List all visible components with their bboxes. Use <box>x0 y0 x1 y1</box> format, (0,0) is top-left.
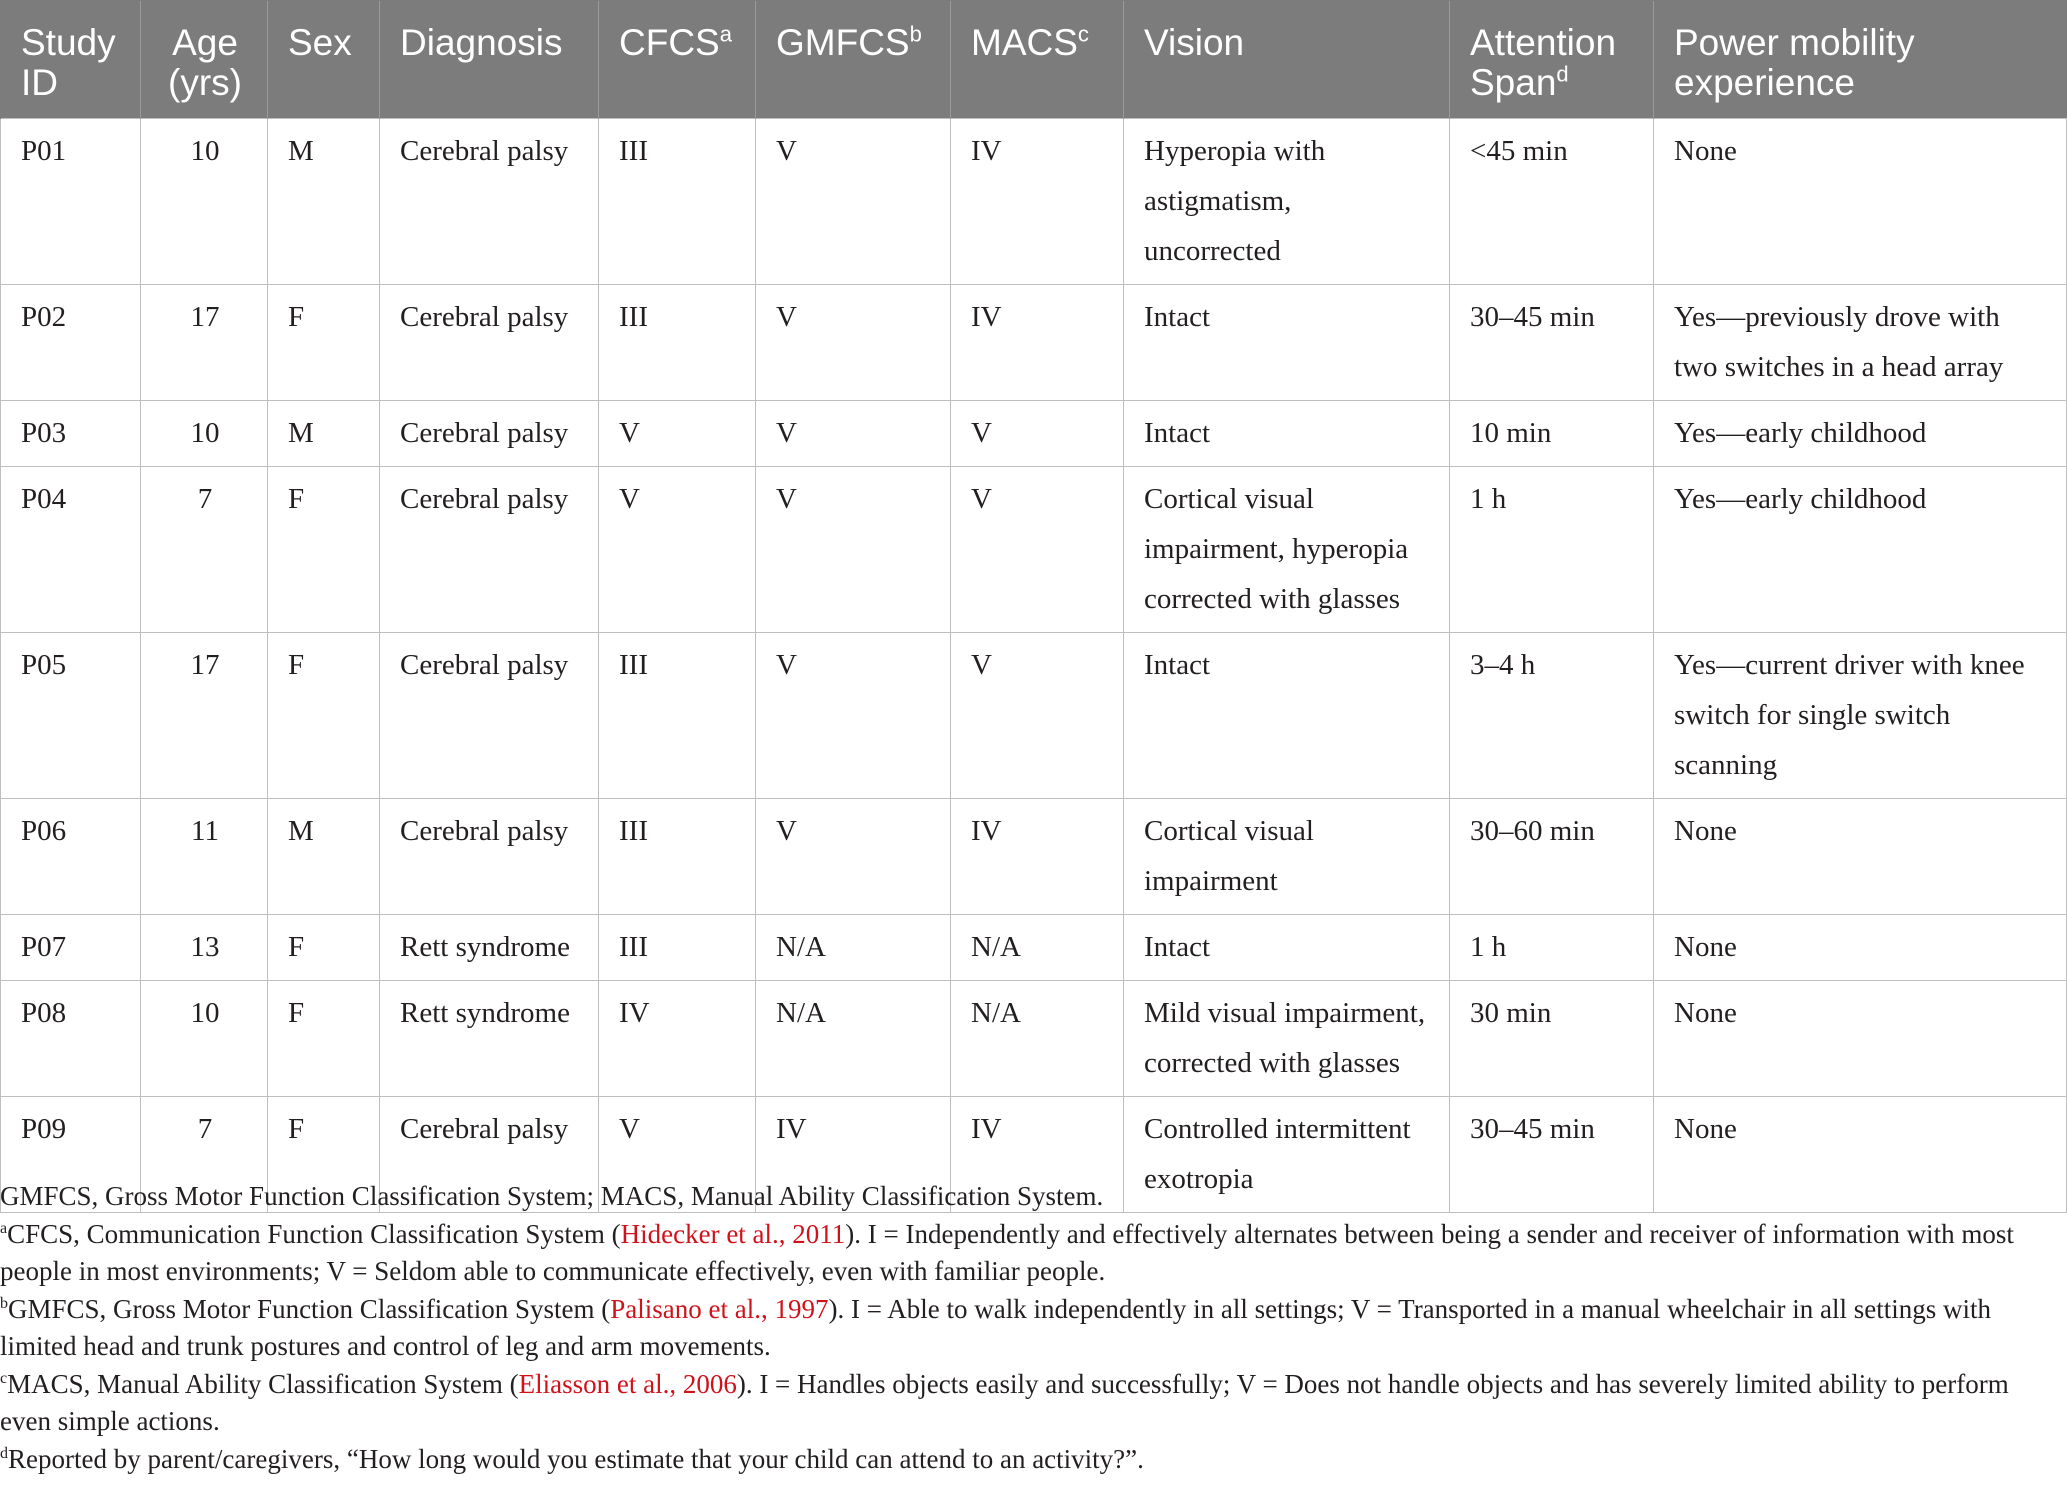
cell-cfcs: III <box>599 799 756 915</box>
cell-age: 17 <box>141 633 268 799</box>
cell-age: 7 <box>141 467 268 633</box>
cell-cfcs: IV <box>599 981 756 1097</box>
footnote-a <box>0 1216 2060 1291</box>
cell-attention-span: 30–45 min <box>1450 285 1654 401</box>
cell-gmfcs: V <box>756 633 951 799</box>
table-row <box>1 981 2067 1097</box>
cell-sex: F <box>268 1097 380 1213</box>
cell-vision: Controlled intermittent exotropia <box>1124 1097 1450 1213</box>
cell-gmfcs: V <box>756 799 951 915</box>
cell-gmfcs: V <box>756 401 951 467</box>
cell-power-mobility: Yes—current driver with knee switch for single switch scanning <box>1654 633 2067 799</box>
table-row <box>1 799 2067 915</box>
footnote-c-definition: ). I = Handles objects easily and successfully; V = Does not handle objects and has severely limited ability to perform even simple actions. <box>0 1368 2009 1436</box>
header-cfcs: CFCS$^a$ <box>599 1 756 119</box>
cell-cfcs: III <box>599 633 756 799</box>
cell-sex: M <box>268 799 380 915</box>
cell-attention-span: 1 h <box>1450 467 1654 633</box>
cell-study-id: P02 <box>1 285 141 401</box>
cell-macs: IV <box>951 119 1124 285</box>
cell-gmfcs: N/A <box>756 981 951 1097</box>
footnote-a-definition: ). I = Independently and effectively alternates between being a sender and receiver of information with most people in most environments; V = Seldom able to communicate effectively, even with familiar people. <box>0 1218 2014 1286</box>
cell-sex: F <box>268 467 380 633</box>
cell-sex: F <box>268 981 380 1097</box>
cell-attention-span: 3–4 h <box>1450 633 1654 799</box>
header-age: Age (yrs) <box>141 1 268 119</box>
cell-cfcs: III <box>599 119 756 285</box>
cell-gmfcs: V <box>756 119 951 285</box>
cell-gmfcs: V <box>756 285 951 401</box>
cell-attention-span: 30–45 min <box>1450 1097 1654 1213</box>
footnote-b-definition: ). I = Able to walk independently in all settings; V = Transported in a manual wheelchair in all settings with limited head and trunk postures and control of leg and arm movements. <box>0 1293 1992 1361</box>
cell-age: 13 <box>141 915 268 981</box>
cell-sex: M <box>268 401 380 467</box>
header-attention-span: Attention Span$^d$ <box>1450 1 1654 119</box>
cell-sex: F <box>268 633 380 799</box>
cell-power-mobility: None <box>1654 981 2067 1097</box>
footnote-a-marker: a <box>0 1219 8 1237</box>
cell-diagnosis: Cerebral palsy <box>380 1097 599 1213</box>
cell-power-mobility: None <box>1654 915 2067 981</box>
table-footnotes <box>0 1178 2060 1478</box>
cell-gmfcs: V <box>756 467 951 633</box>
cell-power-mobility: Yes—early childhood <box>1654 401 2067 467</box>
cell-macs: N/A <box>951 981 1124 1097</box>
footnote-c-text: MACS, Manual Ability Classification System ( <box>7 1368 519 1399</box>
cell-age: 11 <box>141 799 268 915</box>
cell-macs: IV <box>951 1097 1124 1213</box>
cell-vision: Cortical visual impairment, hyperopia corrected with glasses <box>1124 467 1450 633</box>
cell-cfcs: V <box>599 1097 756 1213</box>
footnote-marker-b: b <box>909 21 922 47</box>
table-row <box>1 467 2067 633</box>
cell-cfcs: V <box>599 401 756 467</box>
cell-macs: V <box>951 633 1124 799</box>
cell-attention-span: <45 min <box>1450 119 1654 285</box>
cell-diagnosis: Rett syndrome <box>380 915 599 981</box>
footnote-marker-a: a <box>719 21 732 47</box>
footnote-c <box>0 1366 2060 1441</box>
cell-cfcs: III <box>599 915 756 981</box>
cell-attention-span: 10 min <box>1450 401 1654 467</box>
footnote-b-text: GMFCS, Gross Motor Function Classification System ( <box>8 1293 611 1324</box>
cell-age: 17 <box>141 285 268 401</box>
cell-cfcs: V <box>599 467 756 633</box>
cell-macs: IV <box>951 799 1124 915</box>
cell-macs: V <box>951 467 1124 633</box>
cell-vision: Intact <box>1124 915 1450 981</box>
cell-study-id: P06 <box>1 799 141 915</box>
cell-age: 7 <box>141 1097 268 1213</box>
cell-diagnosis: Cerebral palsy <box>380 401 599 467</box>
cell-cfcs: III <box>599 285 756 401</box>
cell-sex: M <box>268 119 380 285</box>
cell-power-mobility: Yes—early childhood <box>1654 467 2067 633</box>
cell-vision: Intact <box>1124 285 1450 401</box>
cell-study-id: P07 <box>1 915 141 981</box>
citation-link-palisano[interactable]: Palisano et al., 1997 <box>610 1293 829 1324</box>
cell-vision: Hyperopia with astigmatism, uncorrected <box>1124 119 1450 285</box>
table-row <box>1 119 2067 285</box>
header-macs: MACS$^c$ <box>951 1 1124 119</box>
cell-sex: F <box>268 915 380 981</box>
cell-study-id: P04 <box>1 467 141 633</box>
cell-diagnosis: Cerebral palsy <box>380 799 599 915</box>
header-sex: Sex <box>268 1 380 119</box>
cell-diagnosis: Cerebral palsy <box>380 119 599 285</box>
cell-study-id: P01 <box>1 119 141 285</box>
cell-gmfcs: N/A <box>756 915 951 981</box>
citation-link-eliasson[interactable]: Eliasson et al., 2006 <box>518 1368 737 1399</box>
cell-attention-span: 30 min <box>1450 981 1654 1097</box>
cell-diagnosis: Cerebral palsy <box>380 285 599 401</box>
cell-study-id: P03 <box>1 401 141 467</box>
footnote-b <box>0 1291 2060 1366</box>
cell-attention-span: 1 h <box>1450 915 1654 981</box>
citation-link-hidecker[interactable]: Hidecker et al., 2011 <box>620 1218 846 1249</box>
cell-vision: Intact <box>1124 401 1450 467</box>
cell-diagnosis: Rett syndrome <box>380 981 599 1097</box>
cell-macs: V <box>951 401 1124 467</box>
cell-macs: IV <box>951 285 1124 401</box>
cell-age: 10 <box>141 119 268 285</box>
header-vision: Vision <box>1124 1 1450 119</box>
footnote-d <box>0 1441 2060 1479</box>
header-study-id: Study ID <box>1 1 141 119</box>
cell-attention-span: 30–60 min <box>1450 799 1654 915</box>
footnote-abbreviations: GMFCS, Gross Motor Function Classification System; MACS, Manual Ability Classification System. <box>0 1181 1104 1211</box>
cell-study-id: P09 <box>1 1097 141 1213</box>
header-power-mobility: Power mobility experience <box>1654 1 2067 119</box>
header-gmfcs: GMFCS$^b$ <box>756 1 951 119</box>
cell-study-id: P08 <box>1 981 141 1097</box>
footnote-b-marker: b <box>0 1294 8 1312</box>
header-diagnosis: Diagnosis <box>380 1 599 119</box>
table-row <box>1 401 2067 467</box>
footnote-marker-d: d <box>1556 61 1569 87</box>
cell-power-mobility: None <box>1654 799 2067 915</box>
footnote-d-marker: d <box>0 1444 8 1462</box>
cell-age: 10 <box>141 401 268 467</box>
cell-sex: F <box>268 285 380 401</box>
footnote-marker-c: c <box>1077 21 1089 47</box>
cell-study-id: P05 <box>1 633 141 799</box>
cell-vision: Intact <box>1124 633 1450 799</box>
cell-macs: N/A <box>951 915 1124 981</box>
table-row <box>1 633 2067 799</box>
footnote-c-marker: c <box>0 1369 8 1387</box>
cell-diagnosis: Cerebral palsy <box>380 633 599 799</box>
cell-diagnosis: Cerebral palsy <box>380 467 599 633</box>
cell-vision: Mild visual impairment, corrected with glasses <box>1124 981 1450 1097</box>
table-header-row <box>1 1 2067 119</box>
footnote-a-text: CFCS, Communication Function Classification System ( <box>7 1218 621 1249</box>
table-row <box>1 915 2067 981</box>
table-row <box>1 285 2067 401</box>
cell-power-mobility: Yes—previously drove with two switches in a head array <box>1654 285 2067 401</box>
footnote-d-text: Reported by parent/caregivers, “How long would you estimate that your child can attend to an activity?”. <box>8 1443 1144 1474</box>
cell-gmfcs: IV <box>756 1097 951 1213</box>
cell-power-mobility: None <box>1654 119 2067 285</box>
cell-vision: Cortical visual impairment <box>1124 799 1450 915</box>
cell-age: 10 <box>141 981 268 1097</box>
cell-power-mobility: None <box>1654 1097 2067 1213</box>
